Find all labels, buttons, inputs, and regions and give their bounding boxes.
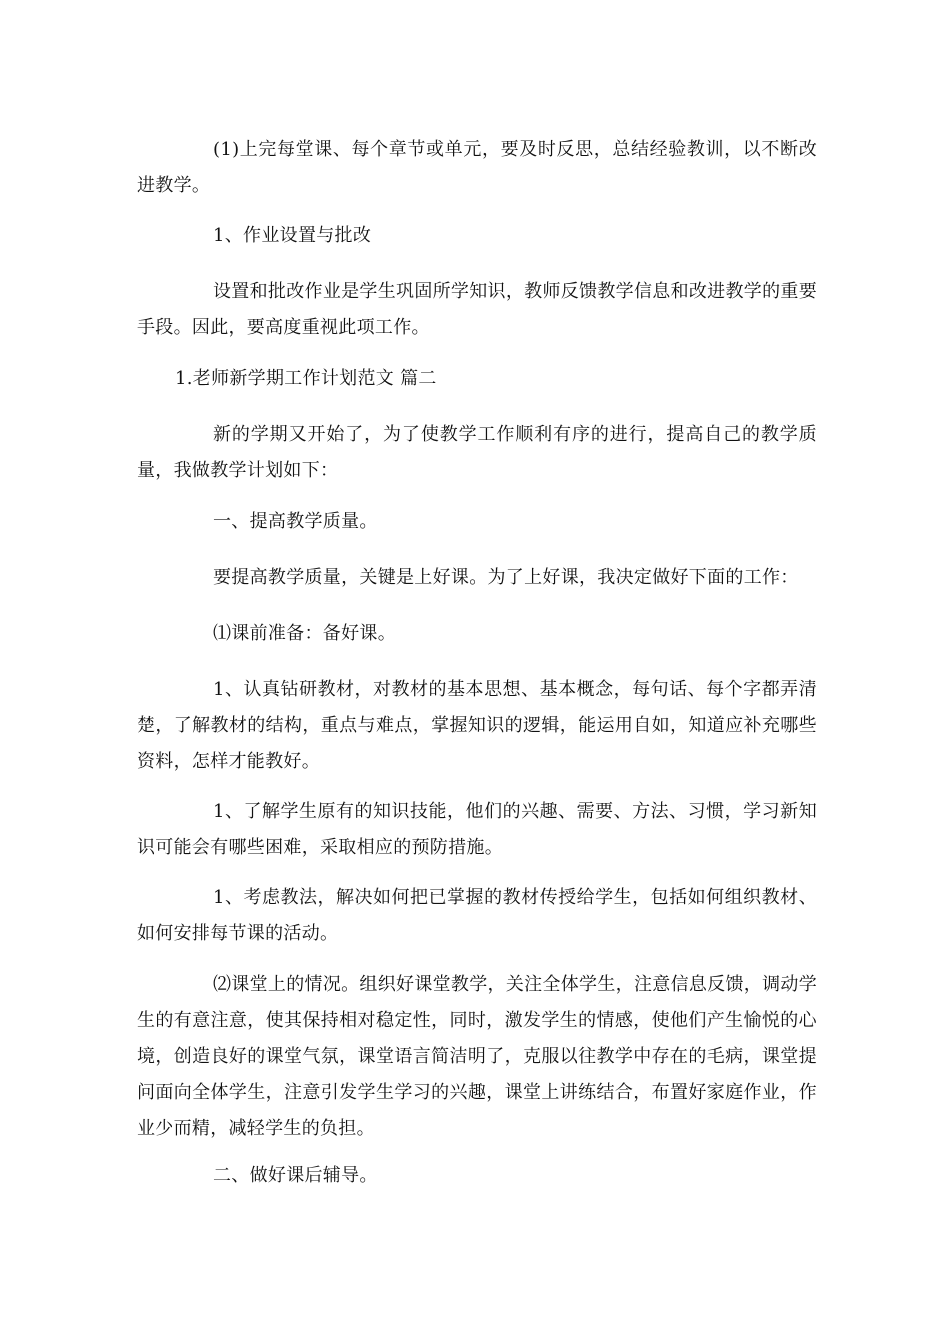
paragraph-classroom: ⑵课堂上的情况。组织好课堂教学，关注全体学生，注意信息反馈，调动学生的有意注意，使其保持相对稳定性，同时，激发学生的情感，使他们产生愉悦的心境，创造良好的课堂气氛，课堂语言简洁明了，克服以往教学中存在的毛病，课堂提问面向全体学生，注意引发学生学习的兴趣，课堂上讲练结合，布置好家庭作业，作业少而精，减轻学生的负担。	[137, 974, 817, 1139]
paragraph-know-students: 1、了解学生原有的知识技能，他们的兴趣、需要、方法、习惯，学习新知识可能会有哪些困难，采取相应的预防措施。	[137, 801, 817, 858]
paragraph-teaching-method: 1、考虑教法，解决如何把已掌握的教材传授给学生，包括如何组织教材、如何安排每节课的活动。	[137, 887, 817, 944]
paragraph-homework-body: 设置和批改作业是学生巩固所学知识，教师反馈教学信息和改进教学的重要手段。因此，要高度重视此项工作。	[137, 281, 817, 338]
paragraph-study-materials: 1、认真钻研教材，对教材的基本思想、基本概念，每句话、每个字都弄清楚，了解教材的结构，重点与难点，掌握知识的逻辑，能运用自如，知道应补充哪些资料，怎样才能教好。	[137, 679, 817, 772]
paragraph-heading-quality: 一、提高教学质量。	[213, 511, 378, 532]
paragraph-section-title: 1.老师新学期工作计划范文 篇二	[175, 368, 437, 389]
paragraph-prep-heading: ⑴课前准备：备好课。	[213, 623, 396, 644]
paragraph-intro: 新的学期又开始了，为了使教学工作顺利有序的进行，提高自己的教学质量，我做教学计划如下：	[137, 424, 817, 481]
paragraph-quality-body: 要提高教学质量，关键是上好课。为了上好课，我决定做好下面的工作：	[213, 567, 799, 588]
paragraph-heading-tutoring: 二、做好课后辅导。	[213, 1165, 378, 1186]
paragraph-reflection: (1)上完每堂课、每个章节或单元，要及时反思，总结经验教训，以不断改进教学。	[137, 139, 817, 196]
paragraph-homework-heading: 1、作业设置与批改	[213, 225, 372, 246]
